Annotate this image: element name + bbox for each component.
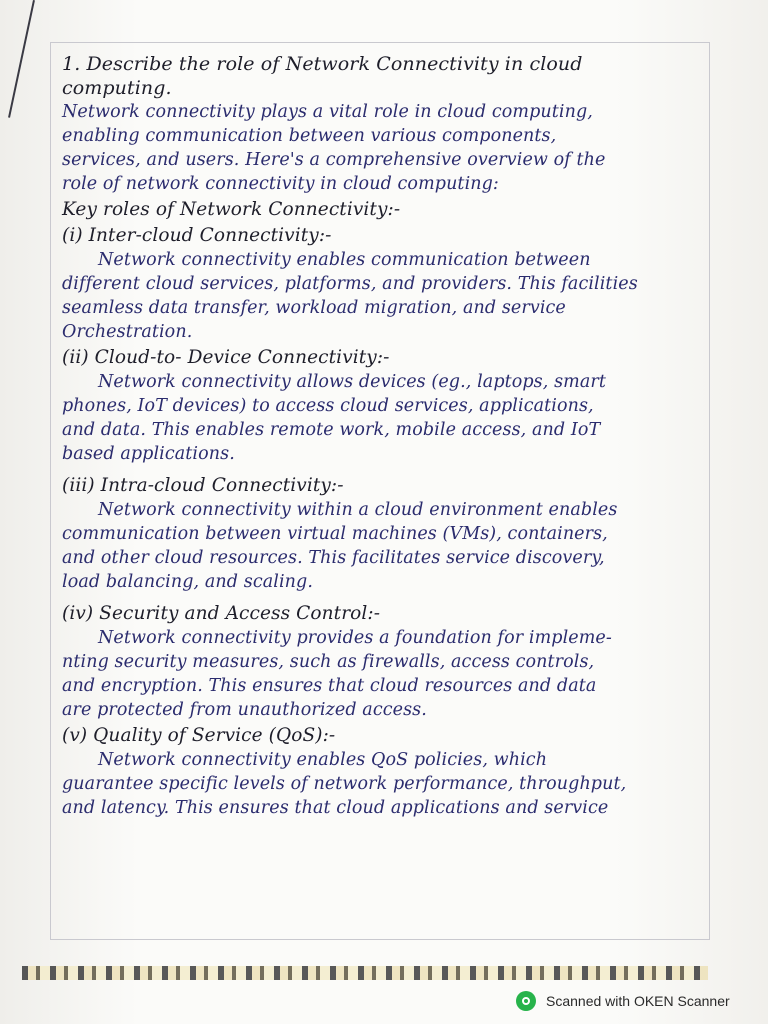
page-edge-strip bbox=[22, 966, 708, 980]
text-line: load balancing, and scaling. bbox=[62, 572, 313, 592]
text-line: role of network connectivity in cloud computing: bbox=[62, 174, 499, 194]
text-line: seamless data transfer, workload migration, and service bbox=[62, 298, 566, 318]
question-line: 1. Describe the role of Network Connectivity in cloud bbox=[62, 53, 583, 75]
text-line: and encryption. This ensures that cloud resources and data bbox=[62, 676, 597, 696]
section-heading: (v) Quality of Service (QoS):- bbox=[62, 725, 336, 746]
section-heading: (i) Inter-cloud Connectivity:- bbox=[62, 225, 332, 246]
text-line: Network connectivity within a cloud environment enables bbox=[98, 500, 618, 520]
section-heading: (iv) Security and Access Control:- bbox=[62, 603, 381, 624]
text-line: Network connectivity provides a foundation for impleme- bbox=[98, 628, 612, 648]
text-line: phones, IoT devices) to access cloud services, applications, bbox=[62, 396, 594, 416]
text-line: are protected from unauthorized access. bbox=[62, 700, 427, 720]
section-heading: Key roles of Network Connectivity:- bbox=[62, 199, 401, 220]
text-line: Network connectivity enables communication between bbox=[98, 250, 591, 270]
scanner-watermark-text: Scanned with OKEN Scanner bbox=[546, 993, 730, 1009]
handwritten-notes bbox=[62, 52, 702, 820]
text-line: services, and users. Here's a comprehensive overview of the bbox=[62, 150, 606, 170]
text-line: Orchestration. bbox=[62, 322, 193, 342]
scanner-watermark bbox=[516, 990, 730, 1012]
line-gap bbox=[62, 466, 702, 472]
text-line: and latency. This ensures that cloud applications and service bbox=[62, 798, 609, 818]
section-heading: (iii) Intra-cloud Connectivity:- bbox=[62, 475, 344, 496]
text-line: guarantee specific levels of network performance, throughput, bbox=[62, 774, 627, 794]
text-line: different cloud services, platforms, and providers. This facilities bbox=[62, 274, 638, 294]
text-line: Network connectivity plays a vital role in cloud computing, bbox=[62, 102, 593, 122]
text-line: nting security measures, such as firewalls, access controls, bbox=[62, 652, 595, 672]
text-line: based applications. bbox=[62, 444, 235, 464]
text-line: Network connectivity allows devices (eg., laptops, smart bbox=[98, 372, 606, 392]
text-line: Network connectivity enables QoS policies, which bbox=[98, 750, 548, 770]
text-line: communication between virtual machines (VMs), containers, bbox=[62, 524, 608, 544]
line-gap bbox=[62, 594, 702, 600]
oken-scanner-logo-icon bbox=[516, 991, 536, 1011]
text-line: enabling communication between various components, bbox=[62, 126, 557, 146]
text-line: and data. This enables remote work, mobile access, and IoT bbox=[62, 420, 601, 440]
text-line: and other cloud resources. This facilitates service discovery, bbox=[62, 548, 605, 568]
question-line: computing. bbox=[62, 77, 172, 99]
section-heading: (ii) Cloud-to- Device Connectivity:- bbox=[62, 347, 390, 368]
